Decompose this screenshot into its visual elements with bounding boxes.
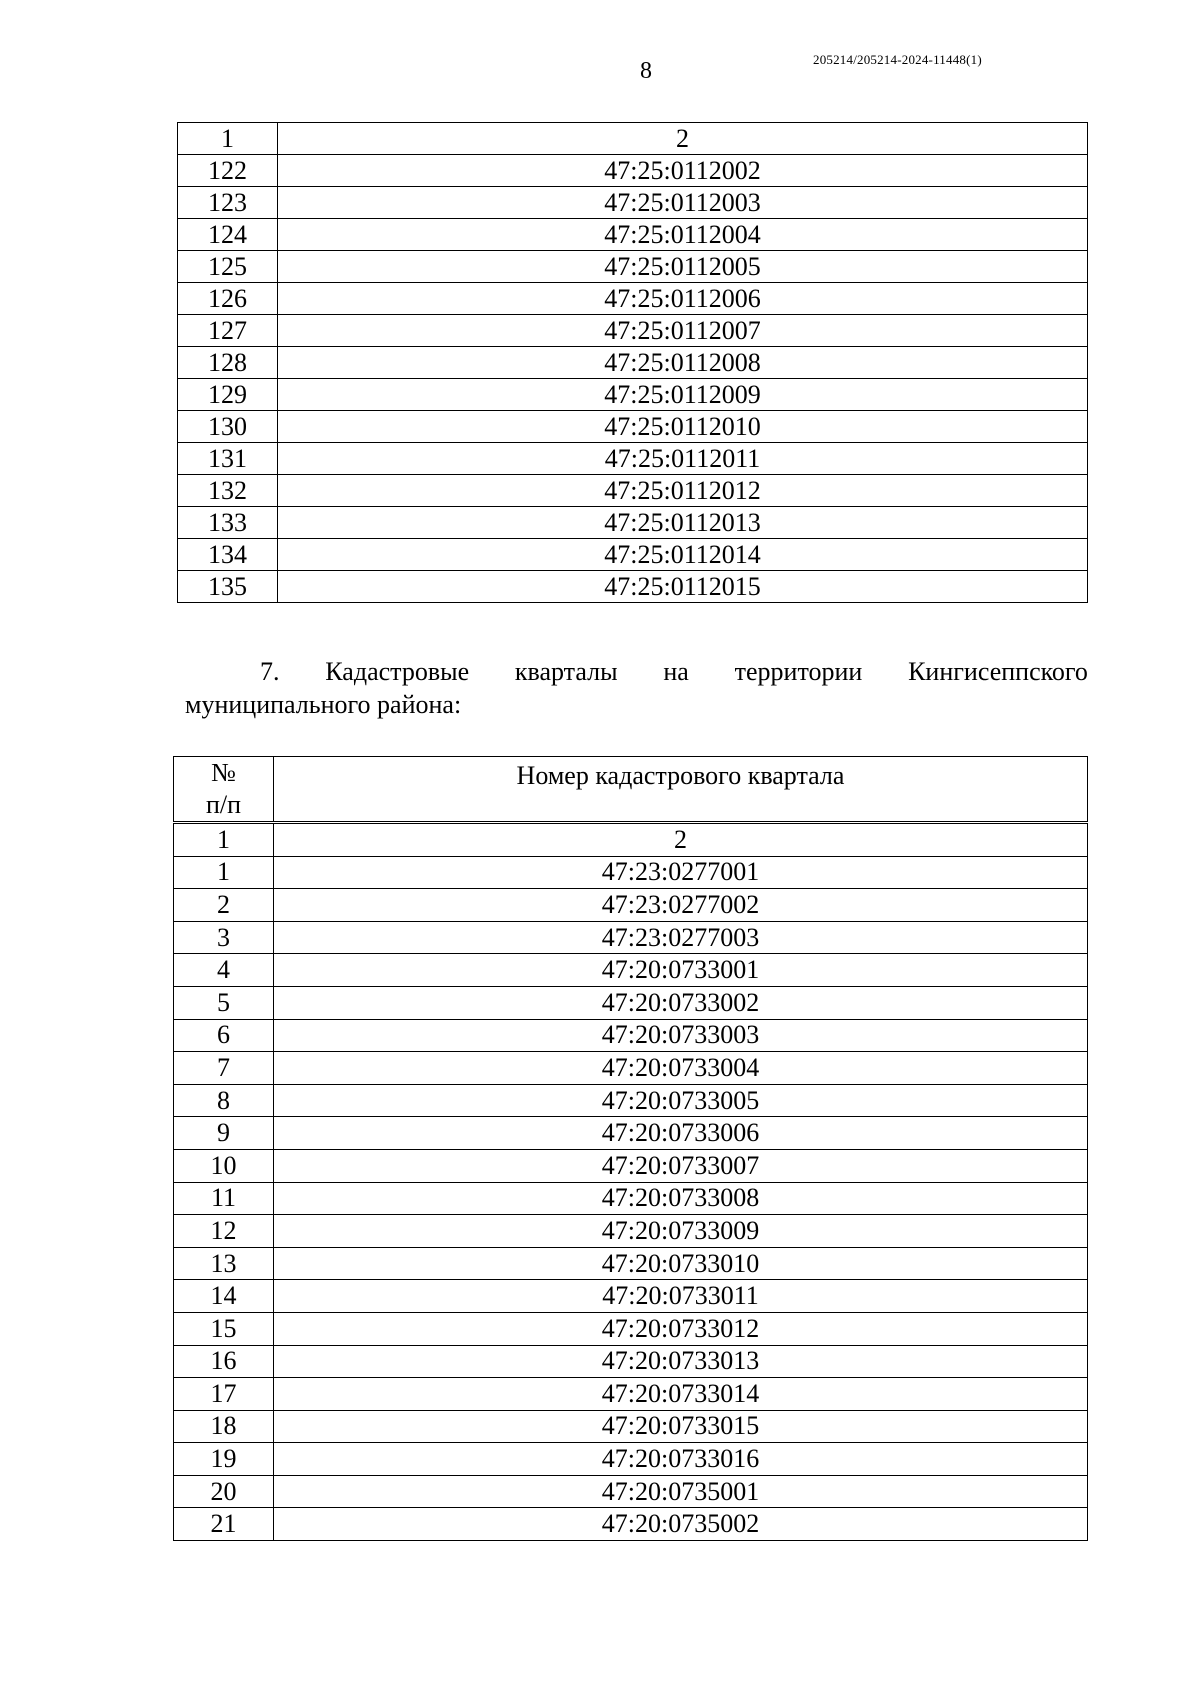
cadastral-number-cell: 47:20:0735002	[274, 1508, 1088, 1541]
table-row	[178, 315, 1088, 347]
row-number-cell: 126	[178, 283, 278, 315]
row-number-cell: 15	[174, 1312, 274, 1345]
row-number-cell: 14	[174, 1280, 274, 1313]
cadastral-number-cell: 47:20:0733016	[274, 1443, 1088, 1476]
cadastral-number-cell: 47:25:0112003	[278, 187, 1088, 219]
table-row	[178, 571, 1088, 603]
table-row	[174, 1182, 1088, 1215]
cadastral-number-cell: 47:25:0112005	[278, 251, 1088, 283]
heading-word: Кадастровые	[325, 657, 470, 686]
row-number-cell: 5	[174, 986, 274, 1019]
table-row	[178, 251, 1088, 283]
column-number-row	[174, 824, 1088, 857]
cadastral-number-cell: 47:25:0112015	[278, 571, 1088, 603]
table-row	[174, 954, 1088, 987]
table-row	[178, 443, 1088, 475]
table-row	[174, 1280, 1088, 1313]
table-row	[174, 1443, 1088, 1476]
table-row	[178, 219, 1088, 251]
section-7-heading	[185, 655, 1088, 721]
column-number-cell: 2	[278, 123, 1088, 155]
table-row	[178, 155, 1088, 187]
cadastral-number-cell: 47:25:0112004	[278, 219, 1088, 251]
row-number-cell: 1	[174, 856, 274, 889]
cadastral-number-cell: 47:20:0733001	[274, 954, 1088, 987]
cadastral-number-cell: 47:25:0112010	[278, 411, 1088, 443]
table-row	[174, 1052, 1088, 1085]
cadastral-number-cell: 47:25:0112002	[278, 155, 1088, 187]
cadastral-number-cell: 47:20:0733015	[274, 1410, 1088, 1443]
row-number-cell: 20	[174, 1475, 274, 1508]
table-header-row	[174, 757, 1088, 822]
document-id: 205214/205214-2024-11448(1)	[813, 52, 982, 67]
column-number-cell: 1	[174, 824, 274, 857]
cadastral-number-cell: 47:20:0733014	[274, 1378, 1088, 1411]
cadastral-number-cell: 47:20:0733004	[274, 1052, 1088, 1085]
table-row	[174, 1117, 1088, 1150]
row-number-cell: 135	[178, 571, 278, 603]
table-row	[178, 475, 1088, 507]
row-number-cell: 21	[174, 1508, 274, 1541]
table-row	[174, 986, 1088, 1019]
column-number-row	[178, 123, 1088, 155]
row-number-cell: 18	[174, 1410, 274, 1443]
row-number-cell: 132	[178, 475, 278, 507]
table-row	[178, 539, 1088, 571]
row-number-cell: 122	[178, 155, 278, 187]
cadastral-number-cell: 47:20:0733009	[274, 1215, 1088, 1248]
row-number-cell: 123	[178, 187, 278, 219]
cadastral-number-cell: 47:20:0733007	[274, 1149, 1088, 1182]
row-number-header	[174, 757, 274, 822]
row-number-cell: 133	[178, 507, 278, 539]
cadastral-number-cell: 47:20:0733010	[274, 1247, 1088, 1280]
cadastral-number-cell: 47:25:0112013	[278, 507, 1088, 539]
cadastral-number-cell: 47:25:0112006	[278, 283, 1088, 315]
page-number: 8	[640, 58, 652, 84]
number-sign: №	[211, 758, 236, 787]
row-number-cell: 4	[174, 954, 274, 987]
cadastral-number-cell: 47:20:0735001	[274, 1475, 1088, 1508]
table-row	[178, 507, 1088, 539]
cadastral-number-cell: 47:20:0733013	[274, 1345, 1088, 1378]
row-number-cell: 125	[178, 251, 278, 283]
table-row	[174, 856, 1088, 889]
cadastral-number-cell: 47:20:0733006	[274, 1117, 1088, 1150]
table-row	[174, 921, 1088, 954]
table-row	[178, 379, 1088, 411]
row-number-cell: 13	[174, 1247, 274, 1280]
heading-word: 7.	[260, 657, 280, 686]
section-7-line-2: муниципального района:	[185, 690, 462, 719]
table-row	[174, 1247, 1088, 1280]
row-number-cell: 11	[174, 1182, 274, 1215]
row-number-cell: 130	[178, 411, 278, 443]
cadastral-number-cell: 47:25:0112014	[278, 539, 1088, 571]
table-row	[174, 1149, 1088, 1182]
table-row	[174, 1345, 1088, 1378]
heading-word: Кингисеппского	[908, 657, 1088, 686]
cadastral-number-cell: 47:20:0733012	[274, 1312, 1088, 1345]
heading-word: на	[663, 657, 689, 686]
cadastral-number-cell: 47:25:0112007	[278, 315, 1088, 347]
row-number-cell: 6	[174, 1019, 274, 1052]
table-row	[178, 283, 1088, 315]
cadastral-number-header: Номер кадастрового квартала	[274, 757, 1088, 822]
table-row	[174, 1508, 1088, 1541]
cadastral-number-cell: 47:23:0277003	[274, 921, 1088, 954]
cadastral-number-cell: 47:20:0733005	[274, 1084, 1088, 1117]
cadastral-number-cell: 47:20:0733008	[274, 1182, 1088, 1215]
row-number-cell: 9	[174, 1117, 274, 1150]
row-number-cell: 128	[178, 347, 278, 379]
row-number-cell: 16	[174, 1345, 274, 1378]
cadastral-number-cell: 47:25:0112012	[278, 475, 1088, 507]
row-number-cell: 3	[174, 921, 274, 954]
table-row	[178, 411, 1088, 443]
table-row	[178, 347, 1088, 379]
table-row	[174, 1378, 1088, 1411]
cadastral-number-cell: 47:25:0112008	[278, 347, 1088, 379]
table-row	[178, 187, 1088, 219]
cadastral-number-cell: 47:20:0733011	[274, 1280, 1088, 1313]
row-number-cell: 131	[178, 443, 278, 475]
cadastral-number-cell: 47:20:0733002	[274, 986, 1088, 1019]
row-number-cell: 2	[174, 889, 274, 922]
row-number-cell: 12	[174, 1215, 274, 1248]
row-number-cell: 8	[174, 1084, 274, 1117]
cadastral-table-header	[173, 756, 1088, 822]
table-row	[174, 1475, 1088, 1508]
cadastral-number-cell: 47:25:0112011	[278, 443, 1088, 475]
row-number-cell: 127	[178, 315, 278, 347]
section-7-line-1	[185, 655, 1088, 688]
column-number-cell: 2	[274, 824, 1088, 857]
table-row	[174, 889, 1088, 922]
row-number-cell: 7	[174, 1052, 274, 1085]
heading-word: территории	[734, 657, 863, 686]
cadastral-number-cell: 47:23:0277002	[274, 889, 1088, 922]
cadastral-number-cell: 47:20:0733003	[274, 1019, 1088, 1052]
row-number-cell: 134	[178, 539, 278, 571]
row-number-cell: 124	[178, 219, 278, 251]
cadastral-number-cell: 47:25:0112009	[278, 379, 1088, 411]
table-row	[174, 1312, 1088, 1345]
row-number-cell: 129	[178, 379, 278, 411]
table-row	[174, 1410, 1088, 1443]
row-number-cell: 17	[174, 1378, 274, 1411]
table-row	[174, 1215, 1088, 1248]
cadastral-number-cell: 47:23:0277001	[274, 856, 1088, 889]
table-row	[174, 1084, 1088, 1117]
cadastral-table-kingisepp	[173, 823, 1088, 1541]
table-row	[174, 1019, 1088, 1052]
column-number-cell: 1	[178, 123, 278, 155]
row-number-cell: 19	[174, 1443, 274, 1476]
heading-word: кварталы	[514, 657, 618, 686]
row-number-cell: 10	[174, 1149, 274, 1182]
cadastral-table-continued	[177, 122, 1088, 603]
number-abbrev: п/п	[205, 790, 242, 819]
